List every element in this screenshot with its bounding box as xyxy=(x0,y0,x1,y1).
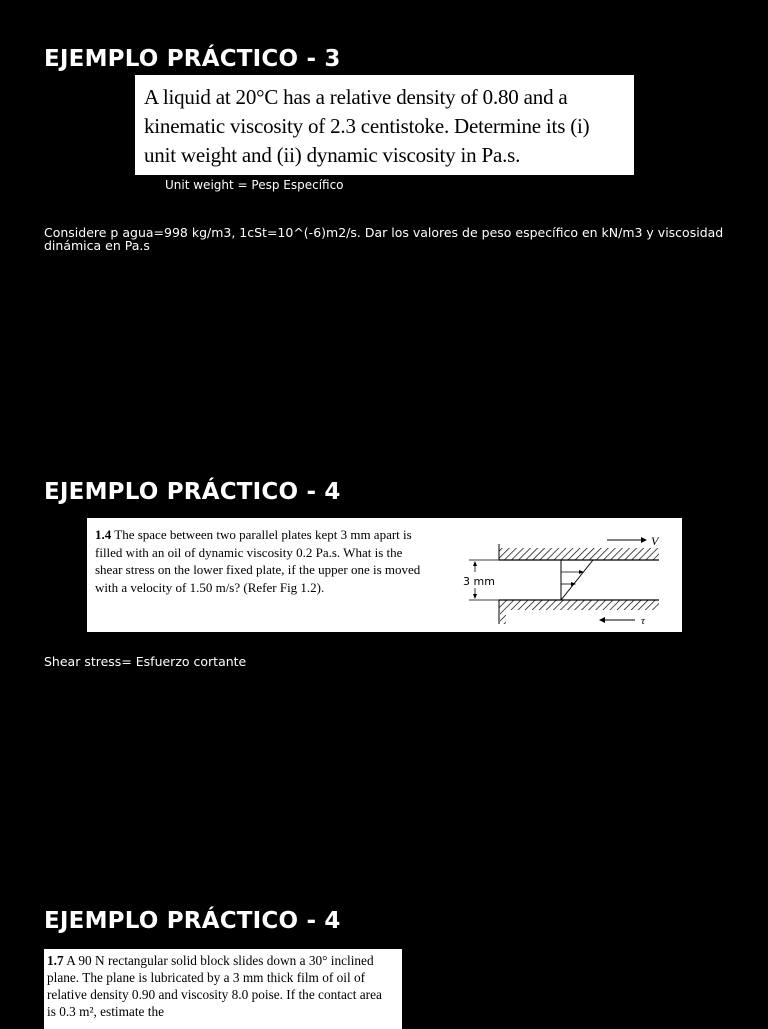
problem-number: 1.7 xyxy=(47,953,64,968)
instructions-note: Considere p agua=998 kg/m3, 1cSt=10^(-6)m2/s. Dar los valores de peso específico en kN/m3 y viscosidad dinámica en Pa.s xyxy=(44,225,724,253)
problem-image-card xyxy=(44,949,402,1029)
problem-number: 1.4 xyxy=(95,527,112,542)
problem-text: A liquid at 20°C has a relative density of 0.80 and a kinematic viscosity of 2.3 centistoke. Determine its (i) unit weight and (ii) dynamic viscosity in Pa.s. xyxy=(144,85,590,167)
lower-plate xyxy=(499,600,659,610)
slide-title-ejemplo-4-b: EJEMPLO PRÁCTICO - 4 xyxy=(44,908,341,934)
slide-title-ejemplo-4: EJEMPLO PRÁCTICO - 4 xyxy=(44,479,341,505)
velocity-label: V xyxy=(651,534,659,548)
translation-note: Shear stress= Esfuerzo cortante xyxy=(44,654,247,669)
problem-image-card xyxy=(87,518,682,632)
problem-image-card xyxy=(135,75,634,175)
caption-note: Unit weight = Pesp Específico xyxy=(165,178,344,192)
gap-label: 3 mm xyxy=(463,575,495,588)
slide-title-ejemplo-3: EJEMPLO PRÁCTICO - 3 xyxy=(44,46,341,72)
problem-text: The space between two parallel plates kept 3 mm apart is filled with an oil of dynamic viscosity 0.2 Pa.s. What is the shear stress on the lower fixed plate, if the upper one is moved with a velocity of 1.50 m/s? (Refer Fig 1.2). xyxy=(95,527,421,595)
stress-label: τ xyxy=(641,615,645,627)
problem-text: A 90 N rectangular solid block slides down a 30° inclined plane. The plane is lubricated by a 3 mm thick film of oil of relative density 0.90 and viscosity 8.0 poise. If the contact area is 0.3 m², estimate the xyxy=(47,953,382,1019)
parallel-plates-figure xyxy=(455,524,675,628)
upper-plate xyxy=(499,548,659,560)
